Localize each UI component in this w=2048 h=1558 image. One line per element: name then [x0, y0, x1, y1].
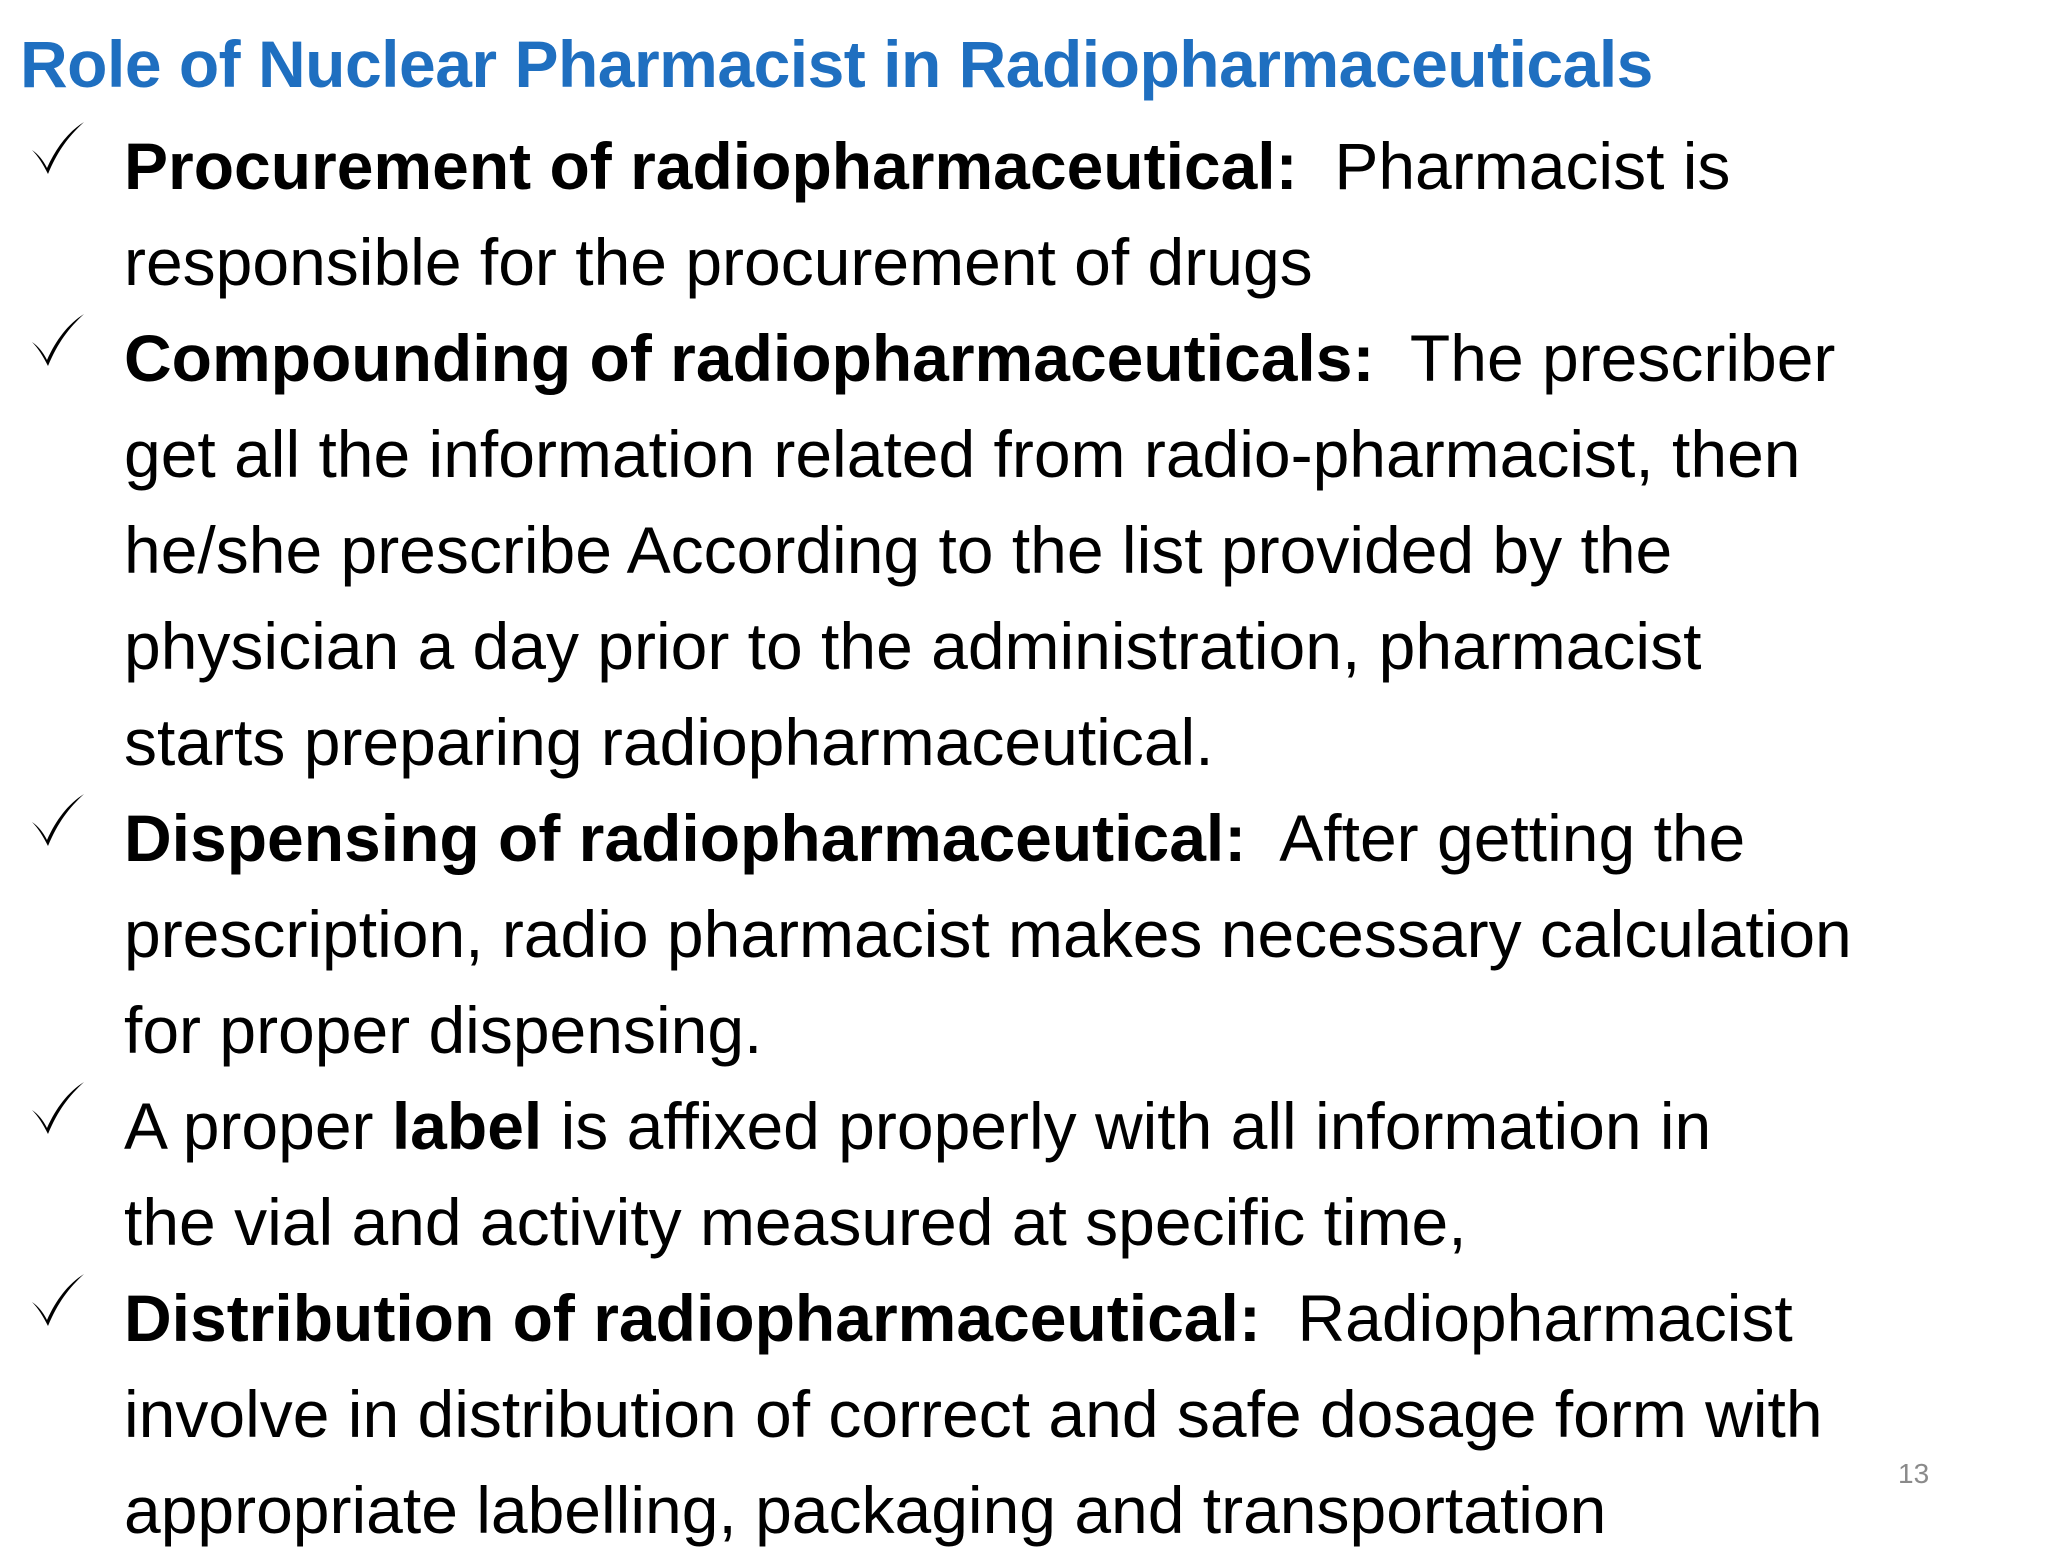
text-line — [124, 790, 2038, 886]
bullet-item-distribution — [0, 1270, 2048, 1558]
bullet-item-procurement — [0, 118, 2048, 310]
bullet-keyword: label — [391, 1089, 543, 1163]
bullet-item-label — [0, 1078, 2048, 1270]
bullet-heading: Procurement of radiopharmaceutical: — [124, 129, 1298, 203]
slide-title: Role of Nuclear Pharmacist in Radiopharmaceuticals — [20, 27, 1653, 101]
bullet-text: is affixed properly with all information in — [542, 1089, 1712, 1163]
text-line: for proper dispensing. — [124, 993, 763, 1067]
bullet-item-compounding — [0, 310, 2048, 790]
text-line — [124, 310, 2038, 406]
text-line: starts preparing radiopharmaceutical. — [124, 705, 1214, 779]
bullet-text: Pharmacist is — [1297, 129, 1731, 203]
bullet-heading: Compounding of radiopharmaceuticals: — [124, 321, 1375, 395]
text-line — [124, 1078, 2038, 1174]
bullet-text: Radiopharmacist — [1260, 1281, 1793, 1355]
text-line: involve in distribution of correct and safe dosage form with — [124, 1377, 1823, 1451]
text-line: prescription, radio pharmacist makes necessary calculation — [124, 897, 1852, 971]
text-line: appropriate labelling, packaging and transportation — [124, 1473, 1607, 1547]
checkmark-icon — [26, 1268, 90, 1332]
text-line: he/she prescribe According to the list provided by the — [124, 513, 1673, 587]
bullet-heading: Dispensing of radiopharmaceutical: — [124, 801, 1247, 875]
checkmark-icon — [26, 116, 90, 180]
bullet-list — [0, 118, 2048, 1558]
checkmark-icon — [26, 788, 90, 852]
text-line — [124, 118, 2038, 214]
checkmark-icon — [26, 1076, 90, 1140]
text-line: physician a day prior to the administration, pharmacist — [124, 609, 1702, 683]
text-line — [124, 1270, 2038, 1366]
text-line: the vial and activity measured at specific time, — [124, 1185, 1467, 1259]
bullet-text: After getting the — [1246, 801, 1746, 875]
bullet-heading: Distribution of radiopharmaceutical: — [124, 1281, 1261, 1355]
text-line: get all the information related from radio-pharmacist, then — [124, 417, 1801, 491]
checkmark-icon — [26, 308, 90, 372]
bullet-text: The prescriber — [1374, 321, 1836, 395]
page-number: 13 — [1898, 1458, 1930, 1489]
bullet-item-dispensing — [0, 790, 2048, 1078]
text-line: responsible for the procurement of drugs — [124, 225, 1313, 299]
bullet-text: A proper — [124, 1089, 392, 1163]
